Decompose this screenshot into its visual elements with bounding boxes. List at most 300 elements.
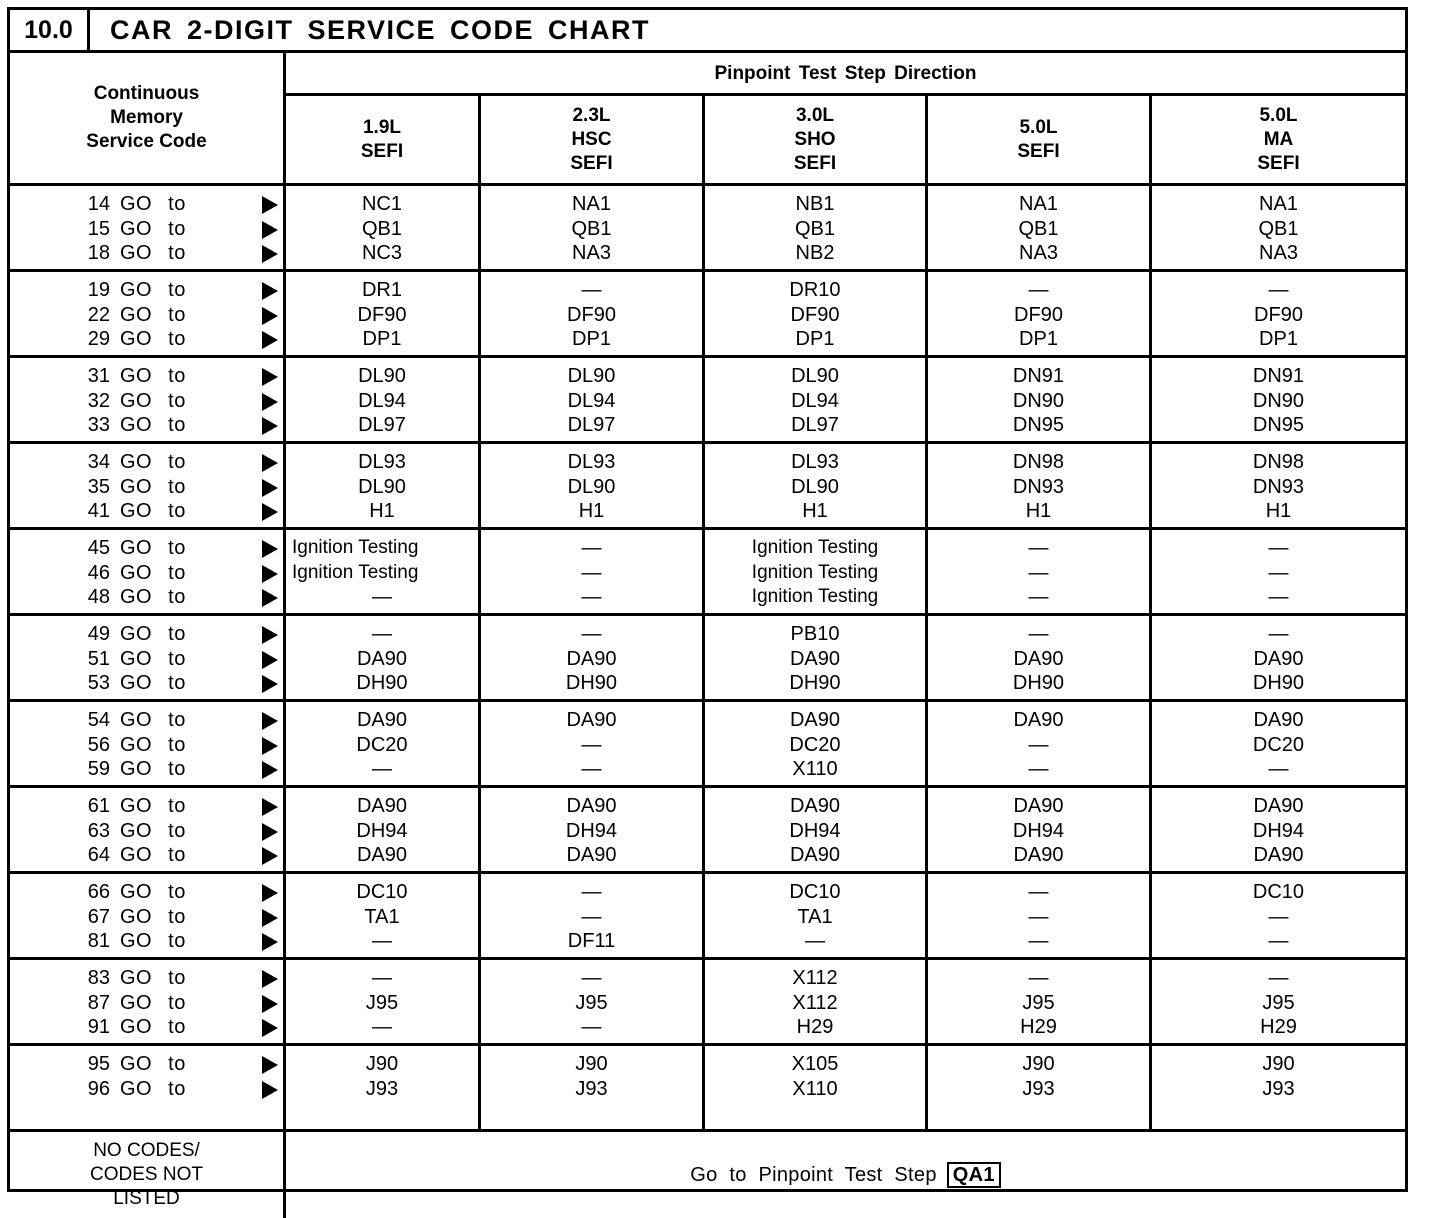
- pinpoint-step-cell: [1152, 960, 1405, 1043]
- pinpoint-step-value: —: [1028, 279, 1049, 301]
- pinpoint-step-value: H1: [369, 500, 395, 522]
- pinpoint-step-cell: [928, 960, 1152, 1043]
- pinpoint-step-value: —: [805, 930, 825, 952]
- pinpoint-step-value: —: [1028, 905, 1049, 928]
- pinpoint-step-value: H29: [1020, 1016, 1057, 1038]
- service-code: 91: [87, 1016, 110, 1038]
- pinpoint-step-value: DN95: [1012, 414, 1065, 436]
- service-code: 56: [87, 733, 110, 756]
- service-code-cell: [10, 616, 286, 699]
- pinpoint-step-value: DA90: [356, 709, 408, 731]
- code-line: [10, 536, 283, 561]
- service-code: 14: [87, 193, 110, 215]
- pinpoint-step-cell: [928, 530, 1152, 613]
- service-code: 22: [87, 303, 110, 326]
- arrow-right-icon: [262, 626, 278, 644]
- service-code-cell: [10, 186, 286, 269]
- go-to-label: GO to: [120, 647, 186, 670]
- go-to-label: GO to: [120, 991, 186, 1014]
- service-code-cell: [10, 272, 286, 355]
- pinpoint-step-value: —: [581, 881, 602, 903]
- service-code: 95: [87, 1053, 110, 1075]
- pinpoint-step-value: TA1: [797, 905, 833, 928]
- pinpoint-step-value: DP1: [362, 328, 402, 350]
- pinpoint-step-cell: [705, 272, 928, 355]
- table-row-group: [10, 186, 1405, 272]
- service-code: 33: [87, 414, 110, 436]
- code-line: [10, 647, 283, 672]
- service-code: 59: [87, 758, 110, 780]
- pinpoint-step-value: —: [1028, 561, 1049, 584]
- pinpoint-step-cell: [286, 358, 481, 441]
- code-line: [10, 905, 283, 930]
- footer-text: Go to Pinpoint Test Step: [690, 1163, 937, 1186]
- code-line: [10, 733, 283, 758]
- pinpoint-step-value: DL97: [358, 414, 406, 436]
- arrow-right-icon: [262, 540, 278, 558]
- pinpoint-step-value: DL94: [567, 389, 616, 412]
- pinpoint-step-cell: [1152, 788, 1405, 871]
- pinpoint-step-cell: [286, 788, 481, 871]
- table-row-group: [10, 874, 1405, 960]
- no-codes-label: [10, 1132, 286, 1218]
- pinpoint-step-value: DL90: [791, 475, 839, 498]
- pinpoint-step-cell: [705, 960, 928, 1043]
- pinpoint-step-cell: [286, 444, 481, 527]
- pinpoint-step-value: DL90: [567, 365, 616, 387]
- service-code: 51: [87, 647, 110, 670]
- pinpoint-step-value: Ignition Testing: [751, 537, 879, 558]
- pinpoint-step-cell: [1152, 702, 1405, 785]
- pinpoint-step-value: DA90: [789, 647, 841, 670]
- go-to-label: GO to: [120, 819, 186, 842]
- service-code: 29: [87, 328, 110, 350]
- arrow-right-icon: [262, 1081, 278, 1099]
- pinpoint-step-value: DL90: [791, 365, 839, 387]
- pinpoint-step-cell: [705, 702, 928, 785]
- pinpoint-step-value: DF90: [357, 303, 407, 326]
- chart-title-bar: [10, 10, 1405, 53]
- pinpoint-step-value: NB1: [795, 193, 835, 215]
- pinpoint-step-cell: [286, 272, 481, 355]
- pinpoint-step-value: J90: [365, 1053, 399, 1075]
- pinpoint-step-value: DN93: [1252, 475, 1305, 498]
- pinpoint-step-value: QB1: [571, 217, 612, 240]
- engine-header-line: 5.0L: [1019, 116, 1058, 138]
- code-line: [10, 757, 283, 782]
- code-line: [10, 819, 283, 844]
- engine-column-header: [705, 96, 928, 183]
- pinpoint-step-value: NC1: [361, 193, 402, 215]
- pinpoint-step-cell: [928, 1046, 1152, 1129]
- pinpoint-step-value: DN90: [1012, 389, 1065, 412]
- pinpoint-step-value: —: [1028, 733, 1049, 756]
- code-line: [10, 303, 283, 328]
- code-line: [10, 499, 283, 524]
- code-line: [10, 671, 283, 696]
- go-to-label: GO to: [120, 217, 186, 240]
- pinpoint-step-cell: [481, 186, 705, 269]
- pinpoint-step-cell: [286, 874, 481, 957]
- no-codes-line: CODES NOT: [90, 1164, 203, 1185]
- pinpoint-step-value: DN95: [1252, 414, 1305, 436]
- code-line: [10, 241, 283, 266]
- code-line: [10, 1052, 283, 1077]
- go-to-label: GO to: [120, 733, 186, 756]
- table-row-group: [10, 444, 1405, 530]
- pinpoint-step-value: DA90: [566, 795, 617, 817]
- pinpoint-step-cell: [928, 272, 1152, 355]
- pinpoint-step-value: DN98: [1252, 451, 1305, 473]
- arrow-right-icon: [262, 995, 278, 1013]
- arrow-right-icon: [262, 761, 278, 779]
- arrow-right-icon: [262, 221, 278, 239]
- go-to-label: GO to: [120, 242, 186, 264]
- service-code: 19: [87, 279, 110, 301]
- pinpoint-step-value: X110: [792, 1077, 838, 1100]
- pinpoint-step-value: DA90: [1253, 709, 1304, 731]
- pinpoint-step-value: —: [581, 561, 602, 584]
- pinpoint-step-value: —: [1268, 967, 1289, 989]
- pinpoint-step-value: DH94: [1252, 819, 1305, 842]
- pinpoint-step-cell: [481, 960, 705, 1043]
- code-line: [10, 708, 283, 733]
- pinpoint-step-value: DA90: [1253, 844, 1304, 866]
- table-row-group: [10, 788, 1405, 874]
- pinpoint-step-value: DF11: [567, 930, 616, 952]
- pinpoint-step-value: H1: [1025, 500, 1052, 522]
- pinpoint-step-cell: [286, 530, 481, 613]
- pinpoint-step-value: DA90: [566, 647, 617, 670]
- pinpoint-step-value: DC20: [789, 733, 841, 756]
- arrow-right-icon: [262, 565, 278, 583]
- pinpoint-step-value: NC3: [361, 242, 402, 264]
- pinpoint-step-cell: [705, 444, 928, 527]
- pinpoint-step-value: DA90: [1253, 647, 1304, 670]
- service-code: 31: [87, 365, 110, 387]
- pinpoint-step-value: DL94: [791, 389, 839, 412]
- pinpoint-step-value: —: [581, 279, 602, 301]
- pinpoint-step-value: —: [372, 967, 392, 989]
- arrow-right-icon: [262, 307, 278, 325]
- pinpoint-step-value: —: [1028, 967, 1049, 989]
- pinpoint-step-cell: [286, 960, 481, 1043]
- arrow-right-icon: [262, 651, 278, 669]
- go-to-label: GO to: [120, 586, 186, 608]
- pinpoint-step-value: DA90: [1013, 709, 1064, 731]
- pinpoint-step-value: Ignition Testing: [292, 561, 419, 583]
- pinpoint-step-value: —: [1268, 586, 1289, 608]
- code-line: [10, 217, 283, 242]
- pinpoint-step-value: —: [1268, 758, 1289, 780]
- pinpoint-step-value: —: [372, 930, 392, 952]
- pinpoint-step-value: DA90: [356, 647, 408, 670]
- pinpoint-step-cell: [705, 186, 928, 269]
- pinpoint-step-value: DH94: [1012, 819, 1065, 842]
- pinpoint-step-value: —: [1268, 905, 1289, 928]
- code-line: [10, 585, 283, 610]
- pinpoint-step-value: X110: [792, 758, 838, 780]
- pinpoint-step-value: J95: [1262, 991, 1295, 1014]
- pinpoint-step-cell: [1152, 186, 1405, 269]
- code-line: [10, 929, 283, 954]
- go-to-label: GO to: [120, 844, 186, 866]
- engine-header-line: SEFI: [570, 152, 613, 174]
- pinpoint-step-cell: [928, 616, 1152, 699]
- pinpoint-step-value: —: [581, 1016, 602, 1038]
- pinpoint-step-cell: [481, 444, 705, 527]
- code-line: [10, 1077, 283, 1102]
- pinpoint-step-value: —: [372, 586, 392, 608]
- go-to-label: GO to: [120, 1053, 186, 1075]
- pinpoint-step-cell: [928, 358, 1152, 441]
- pinpoint-step-value: DC10: [356, 881, 408, 903]
- code-line: [10, 561, 283, 586]
- pinpoint-step-value: DH94: [565, 819, 618, 842]
- pinpoint-step-value: —: [581, 905, 602, 928]
- pinpoint-step-value: DF90: [790, 303, 840, 326]
- pinpoint-step-cell: [928, 788, 1152, 871]
- service-code: 61: [87, 795, 110, 817]
- pinpoint-step-value: DN98: [1012, 451, 1065, 473]
- pinpoint-step-value: DA90: [1013, 647, 1064, 670]
- arrow-right-icon: [262, 884, 278, 902]
- pinpoint-step-cell: [481, 874, 705, 957]
- pinpoint-step-cell: [705, 788, 928, 871]
- pinpoint-step-value: DC10: [1252, 881, 1305, 903]
- pinpoint-step-value: DP1: [795, 328, 835, 350]
- pinpoint-step-value: H1: [578, 500, 605, 522]
- go-to-label: GO to: [120, 672, 186, 694]
- pinpoint-step-value: H29: [1260, 1016, 1297, 1038]
- go-to-label: GO to: [120, 758, 186, 780]
- pinpoint-step-cell: [705, 874, 928, 957]
- code-line: [10, 364, 283, 389]
- pinpoint-step-value: DA90: [1013, 844, 1064, 866]
- section-number: 10.0: [10, 10, 90, 50]
- pinpoint-step-cell: [1152, 444, 1405, 527]
- arrow-right-icon: [262, 282, 278, 300]
- pinpoint-step-value: DL90: [567, 475, 616, 498]
- arrow-right-icon: [262, 798, 278, 816]
- service-code: 49: [87, 623, 110, 645]
- go-to-label: GO to: [120, 1077, 186, 1100]
- pinpoint-step-cell: [481, 702, 705, 785]
- pinpoint-step-value: DA90: [789, 709, 841, 731]
- pinpoint-step-value: DA90: [1253, 795, 1304, 817]
- pinpoint-step-value: DL94: [358, 389, 406, 412]
- pinpoint-step-value: DH94: [789, 819, 841, 842]
- go-to-label: GO to: [120, 623, 186, 645]
- arrow-right-icon: [262, 196, 278, 214]
- engine-header-line: HSC: [571, 128, 612, 150]
- pinpoint-step-value: QB1: [361, 217, 403, 240]
- pinpoint-step-cell: [286, 186, 481, 269]
- arrow-right-icon: [262, 823, 278, 841]
- pinpoint-step-box: QA1: [947, 1162, 1001, 1188]
- arrow-right-icon: [262, 393, 278, 411]
- pinpoint-step-value: —: [1268, 279, 1289, 301]
- pinpoint-step-cell: [481, 272, 705, 355]
- arrow-right-icon: [262, 909, 278, 927]
- pinpoint-step-value: DH94: [356, 819, 408, 842]
- pinpoint-step-cell: [1152, 272, 1405, 355]
- pinpoint-group-header: Pinpoint Test Step Direction: [286, 53, 1405, 96]
- pinpoint-step-cell: [1152, 874, 1405, 957]
- service-code: 63: [87, 819, 110, 842]
- go-to-label: GO to: [120, 365, 186, 387]
- service-code: 67: [87, 905, 110, 928]
- footer-instruction: [286, 1132, 1405, 1218]
- service-code: 45: [87, 537, 110, 559]
- go-to-label: GO to: [120, 389, 186, 412]
- pinpoint-step-value: DA90: [789, 795, 841, 817]
- pinpoint-step-value: —: [581, 733, 602, 756]
- pinpoint-step-value: DF90: [567, 303, 616, 326]
- pinpoint-step-value: —: [372, 1016, 392, 1038]
- pinpoint-step-value: DP1: [1259, 328, 1298, 350]
- service-code: 32: [87, 389, 110, 412]
- service-code: 81: [87, 930, 110, 952]
- pinpoint-step-value: J93: [365, 1077, 399, 1100]
- pinpoint-step-value: DN91: [1252, 365, 1305, 387]
- header-line: Service Code: [86, 131, 207, 152]
- arrow-right-icon: [262, 712, 278, 730]
- go-to-label: GO to: [120, 1016, 186, 1038]
- pinpoint-step-value: J93: [575, 1077, 608, 1100]
- pinpoint-step-value: DH90: [1012, 672, 1065, 694]
- service-code-chart: [7, 7, 1408, 1209]
- code-line: [10, 880, 283, 905]
- code-line: [10, 413, 283, 438]
- code-line: [10, 450, 283, 475]
- code-line: [10, 192, 283, 217]
- arrow-right-icon: [262, 1056, 278, 1074]
- arrow-right-icon: [262, 933, 278, 951]
- pinpoint-step-cell: [481, 530, 705, 613]
- service-code: 96: [87, 1077, 110, 1100]
- engine-header-line: 2.3L: [572, 104, 611, 126]
- pinpoint-step-value: —: [372, 623, 392, 645]
- header-line: Continuous: [93, 83, 200, 104]
- go-to-label: GO to: [120, 303, 186, 326]
- code-line: [10, 966, 283, 991]
- pinpoint-step-value: DH90: [356, 672, 408, 694]
- code-line: [10, 794, 283, 819]
- code-line: [10, 622, 283, 647]
- pinpoint-step-value: —: [1268, 930, 1289, 952]
- go-to-label: GO to: [120, 193, 186, 215]
- service-code: 41: [87, 500, 110, 522]
- pinpoint-step-value: QB1: [794, 217, 836, 240]
- service-code-cell: [10, 1046, 286, 1129]
- engine-header-line: SEFI: [360, 140, 404, 162]
- pinpoint-step-value: J90: [1022, 1053, 1055, 1075]
- pinpoint-step-value: DL93: [791, 451, 839, 473]
- pinpoint-step-value: DN91: [1012, 365, 1065, 387]
- go-to-label: GO to: [120, 279, 186, 301]
- pinpoint-step-value: DA90: [566, 709, 617, 731]
- pinpoint-step-value: DL93: [358, 451, 406, 473]
- pinpoint-step-value: Ignition Testing: [751, 561, 879, 583]
- no-codes-line: NO CODES/: [93, 1140, 200, 1161]
- service-code-cell: [10, 530, 286, 613]
- pinpoint-step-value: J90: [575, 1053, 608, 1075]
- pinpoint-step-value: NA3: [572, 242, 611, 264]
- engine-header-line: 3.0L: [795, 104, 835, 126]
- pinpoint-step-value: H1: [1265, 500, 1292, 522]
- table-row-group: [10, 358, 1405, 444]
- pinpoint-step-value: NA1: [1019, 193, 1058, 215]
- pinpoint-step-value: —: [1028, 623, 1049, 645]
- pinpoint-step-value: —: [1028, 930, 1049, 952]
- engine-column-header: [928, 96, 1152, 183]
- pinpoint-step-value: NA1: [572, 193, 611, 215]
- go-to-label: GO to: [120, 881, 186, 903]
- go-to-label: GO to: [120, 537, 186, 559]
- go-to-label: GO to: [120, 328, 186, 350]
- chart-title: CAR 2-DIGIT SERVICE CODE CHART: [110, 15, 651, 45]
- go-to-label: GO to: [120, 414, 186, 436]
- table-row-group: [10, 960, 1405, 1046]
- pinpoint-step-cell: [286, 702, 481, 785]
- arrow-right-icon: [262, 970, 278, 988]
- pinpoint-step-value: DL93: [567, 451, 616, 473]
- pinpoint-step-value: Ignition Testing: [751, 586, 879, 607]
- service-code: 34: [87, 451, 110, 473]
- pinpoint-step-value: DR10: [789, 279, 841, 301]
- arrow-right-icon: [262, 847, 278, 865]
- pinpoint-step-value: —: [581, 586, 602, 608]
- pinpoint-step-value: DC10: [789, 881, 841, 903]
- go-to-label: GO to: [120, 905, 186, 928]
- engine-header-line: MA: [1263, 128, 1294, 150]
- table-row-group: [10, 1046, 1405, 1132]
- code-line: [10, 389, 283, 414]
- pinpoint-step-value: —: [1028, 881, 1049, 903]
- service-code-cell: [10, 702, 286, 785]
- engine-column-header: [1152, 96, 1405, 183]
- pinpoint-step-value: DL97: [567, 414, 616, 436]
- pinpoint-step-value: —: [581, 623, 602, 645]
- pinpoint-step-value: DP1: [572, 328, 611, 350]
- pinpoint-step-value: DC20: [356, 733, 408, 756]
- pinpoint-step-value: QB1: [1258, 217, 1299, 240]
- code-line: [10, 843, 283, 868]
- pinpoint-step-value: NA3: [1019, 242, 1058, 264]
- code-line: [10, 991, 283, 1016]
- pinpoint-step-value: NA1: [1259, 193, 1298, 215]
- pinpoint-step-value: —: [1028, 758, 1049, 780]
- table-row-group: [10, 702, 1405, 788]
- header-line: Memory: [110, 107, 183, 128]
- arrow-right-icon: [262, 417, 278, 435]
- pinpoint-step-value: DC20: [1252, 733, 1305, 756]
- service-code: 83: [87, 967, 110, 989]
- pinpoint-step-value: DH90: [789, 672, 841, 694]
- pinpoint-step-cell: [928, 874, 1152, 957]
- pinpoint-step-value: DA90: [1013, 795, 1064, 817]
- go-to-label: GO to: [120, 500, 186, 522]
- arrow-right-icon: [262, 737, 278, 755]
- go-to-label: GO to: [120, 475, 186, 498]
- engine-header-line: SEFI: [1017, 140, 1060, 162]
- pinpoint-step-value: PB10: [790, 623, 840, 645]
- pinpoint-step-value: DH90: [1252, 672, 1305, 694]
- pinpoint-step-cell: [928, 702, 1152, 785]
- engine-header-line: SHO: [794, 128, 836, 150]
- code-line: [10, 1015, 283, 1040]
